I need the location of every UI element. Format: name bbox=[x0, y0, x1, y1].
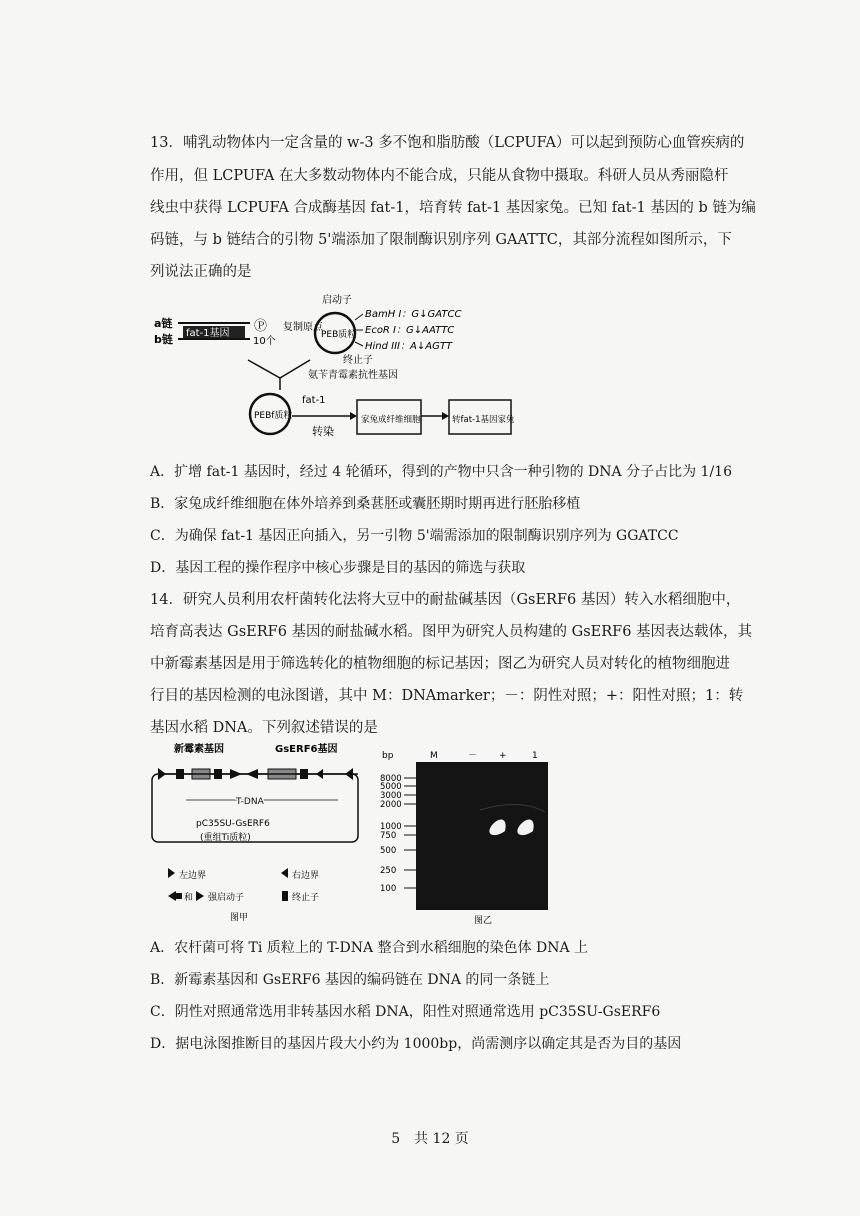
q14-option-b: B．新霉素基因和 GsERF6 基因的编码链在 DNA 的同一条链上 bbox=[150, 972, 550, 988]
gserf6-gene-label: GsERF6基因 bbox=[275, 744, 338, 755]
ladder-label-750: 750 bbox=[380, 831, 397, 841]
lane-m: M bbox=[430, 751, 438, 761]
q13-figure bbox=[150, 290, 550, 450]
pebf-label: PEBf质粒 bbox=[254, 411, 293, 421]
tdna-label: T-DNA bbox=[236, 797, 264, 807]
plasmid-outline bbox=[152, 774, 358, 842]
q14-line-1: 14．研究人员利用农杆菌转化法将大豆中的耐盐碱基因（GsERF6 基因）转入水稻细胞中， bbox=[150, 592, 741, 608]
q13-line-2: 作用，但 LCPUFA 在大多数动物体内不能合成，只能从食物中摄取。科研人员从秀丽隐杆 bbox=[150, 168, 729, 184]
a-chain-label: a链 bbox=[154, 317, 173, 330]
terminator-label: 终止子 bbox=[343, 355, 373, 366]
ladder-label-500: 500 bbox=[380, 846, 397, 856]
q13-line-3: 线虫中获得 LCPUFA 合成酶基因 fat-1，培育转 fat-1 基因家兔。已知 fat-1 基因的 b 链为编 bbox=[150, 200, 756, 216]
plasmid-name: pC35SU-GsERF6 bbox=[196, 819, 270, 829]
page-footer: 5 共 12 页 bbox=[391, 1131, 469, 1147]
q13-option-b: B．家兔成纤维细胞在体外培养到桑葚胚或囊胚期时期再进行胚胎移植 bbox=[150, 496, 581, 512]
ecor1-site: EcoR I：G↓AATTC bbox=[365, 325, 455, 336]
q13-option-c: C．为确保 fat-1 基因正向插入，另一引物 5'端需添加的限制酶识别序列为 GGATCC bbox=[150, 528, 679, 544]
ladder-labels bbox=[380, 774, 416, 894]
amp-label: 氨苄青霉素抗性基因 bbox=[308, 370, 398, 381]
legend-promoter-icon-right bbox=[196, 891, 204, 901]
gel-image bbox=[416, 762, 548, 910]
q14-option-d: D．据电泳图推断目的基因片段大小约为 1000bp，尚需测序以确定其是否为目的基因 bbox=[150, 1036, 682, 1052]
legend-promoter-icon-left bbox=[168, 891, 176, 901]
legend-terminator: 终止子 bbox=[292, 893, 320, 903]
bp-label: bp bbox=[382, 751, 394, 761]
q14-option-c: C．阴性对照通常选用非转基因水稻 DNA，阳性对照通常选用 pC35SU-GsERF6 bbox=[150, 1004, 661, 1020]
ladder-label-250: 250 bbox=[380, 866, 397, 876]
hind3-site: Hind III：A↓AGTT bbox=[365, 341, 453, 352]
lane-pos: + bbox=[499, 751, 507, 761]
legend-and: 和 bbox=[184, 893, 194, 903]
q14-line-2: 培育高表达 GsERF6 基因的耐盐碱水稻。图甲为研究人员构建的 GsERF6 基因表达载体，其 bbox=[150, 624, 753, 640]
fig-a-caption: 图甲 bbox=[230, 913, 249, 923]
lane-neg: － bbox=[468, 751, 478, 761]
legend-right-border: 右边界 bbox=[292, 871, 320, 881]
q13-line-1: 13．哺乳动物体内一定含量的 w-3 多不饱和脂肪酸（LCPUFA）可以起到预防心血管疾病的 bbox=[150, 135, 745, 151]
bamh1-site: BamH I：G↓GATCC bbox=[365, 309, 462, 320]
p-sub: 10个 bbox=[253, 336, 276, 347]
fat1-gene-label: fat-1基因 bbox=[186, 328, 230, 339]
promoter-label: 启动子 bbox=[322, 295, 352, 306]
ladder-label-5000: 5000 bbox=[380, 782, 402, 792]
lane-1: 1 bbox=[532, 751, 538, 761]
q14-figure-a bbox=[148, 738, 373, 928]
legend-terminator-icon bbox=[282, 891, 288, 901]
legend-left-border-icon bbox=[168, 868, 175, 878]
cell-label: 家兔成纤维细胞 bbox=[361, 415, 421, 425]
legend-right-border-icon bbox=[281, 868, 288, 878]
ladder-label-1000: 1000 bbox=[380, 822, 402, 832]
q13-option-a: A．扩增 fat-1 基因时，经过 4 轮循环，得到的产物中只含一种引物的 DNA 分子占比为 1/16 bbox=[150, 464, 732, 480]
neo-gene-label: 新霉素基因 bbox=[174, 744, 224, 755]
q14-line-3: 中新霉素基因是用于筛选转化的植物细胞的标记基因；图乙为研究人员对转化的植物细胞进 bbox=[150, 656, 730, 672]
plasmid-sub: (重组Ti质粒) bbox=[200, 833, 251, 843]
q13-option-d: D．基因工程的操作程序中核心步骤是目的基因的筛选与获取 bbox=[150, 560, 526, 576]
ori-label: 复制原点 bbox=[283, 322, 323, 333]
ladder-label-100: 100 bbox=[380, 884, 397, 894]
legend-promoter: 强启动子 bbox=[208, 893, 245, 903]
legend-left-border: 左边界 bbox=[179, 871, 207, 881]
q14-line-4: 行目的基因检测的电泳图谱，其中 M：DNAmarker；－：阴性对照；+：阳性对照；1：转 bbox=[150, 688, 744, 704]
q13-line-5: 列说法正确的是 bbox=[150, 264, 252, 280]
ladder-label-2000: 2000 bbox=[380, 800, 402, 810]
transfect-label: 转染 bbox=[312, 425, 334, 438]
p-mark: Ⓟ bbox=[254, 319, 268, 334]
fat1-insert-label: fat-1 bbox=[302, 395, 326, 406]
q14-figure-b bbox=[380, 740, 570, 930]
q13-line-4: 码链，与 b 链结合的引物 5'端添加了限制酶识别序列 GAATTC，其部分流程如图所示，下 bbox=[150, 232, 732, 248]
q14-line-5: 基因水稻 DNA。下列叙述错误的是 bbox=[150, 720, 378, 736]
b-chain-label: b链 bbox=[154, 333, 173, 346]
ladder-label-3000: 3000 bbox=[380, 791, 402, 801]
fig-b-caption: 图乙 bbox=[474, 916, 493, 926]
q14-option-a: A．农杆菌可将 Ti 质粒上的 T-DNA 整合到水稻细胞的染色体 DNA 上 bbox=[150, 940, 589, 956]
peb-label: PEB质粒 bbox=[321, 330, 357, 340]
ladder-label-8000: 8000 bbox=[380, 774, 402, 784]
rabbit-label: 转fat-1基因家兔 bbox=[452, 415, 515, 425]
